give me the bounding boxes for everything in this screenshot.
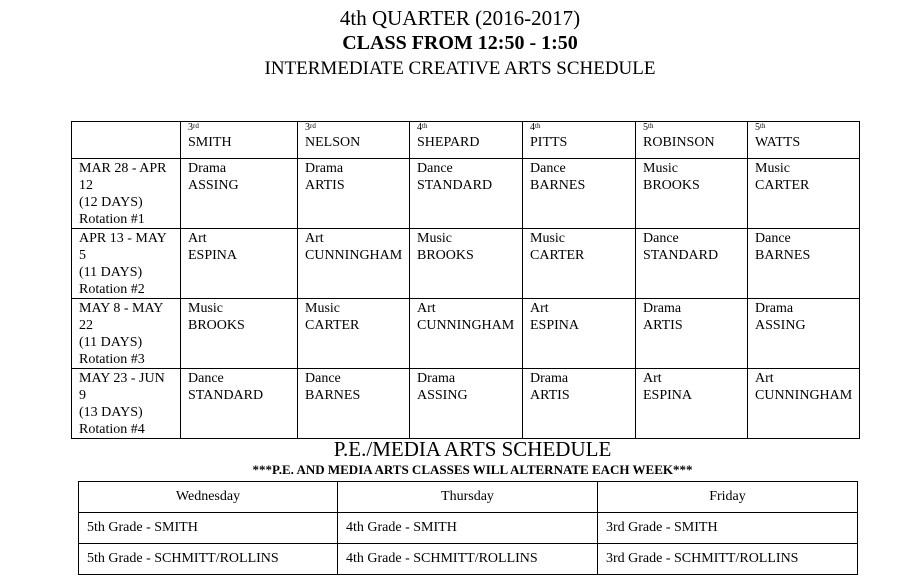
table-row [79,544,858,575]
schedule-cell: Music BROOKS [410,229,523,299]
day-header: Wednesday [79,482,338,513]
schedule-cell: Art ESPINA [636,369,748,439]
column-header: 3rd NELSON [298,122,410,159]
day-header: Thursday [338,482,598,513]
column-header: 4th SHEPARD [410,122,523,159]
pe-cell: 4th Grade - SMITH [338,513,598,544]
pe-header-row [79,482,858,513]
schedule-cell: Dance STANDARD [181,369,298,439]
schedule-cell: Drama ARTIS [298,159,410,229]
schedule-cell: Dance BARNES [748,229,860,299]
schedule-cell: Music CARTER [298,299,410,369]
column-header: 5th WATTS [748,122,860,159]
schedule-cell: Drama ARTIS [636,299,748,369]
schedule-cell: Art ESPINA [523,299,636,369]
schedule-cell: Art CUNNINGHAM [298,229,410,299]
table-row [72,229,860,299]
rotation-cell: MAY 8 - MAY 22 (11 DAYS) Rotation #3 [72,299,181,369]
schedule-cell: Dance STANDARD [636,229,748,299]
creative-arts-schedule-table [71,121,860,439]
schedule-cell: Music BROOKS [181,299,298,369]
schedule-cell: Music CARTER [523,229,636,299]
rotation-cell: APR 13 - MAY 5 (11 DAYS) Rotation #2 [72,229,181,299]
pe-schedule-note: ***P.E. AND MEDIA ARTS CLASSES WILL ALTERNATE EACH WEEK*** [252,462,693,477]
class-time-title: CLASS FROM 12:50 - 1:50 [342,32,578,54]
pe-cell: 4th Grade - SCHMITT/ROLLINS [338,544,598,575]
pe-cell: 5th Grade - SMITH [79,513,338,544]
table-row [79,513,858,544]
rotation-cell: MAY 23 - JUN 9 (13 DAYS) Rotation #4 [72,369,181,439]
column-header: 4th PITTS [523,122,636,159]
table-header-row [72,122,860,159]
rotation-cell: MAR 28 - APR 12 (12 DAYS) Rotation #1 [72,159,181,229]
schedule-cell: Music BROOKS [636,159,748,229]
day-header: Friday [598,482,858,513]
schedule-cell: Music CARTER [748,159,860,229]
table-row [72,159,860,229]
pe-cell: 5th Grade - SCHMITT/ROLLINS [79,544,338,575]
table-row [72,299,860,369]
pe-cell: 3rd Grade - SCHMITT/ROLLINS [598,544,858,575]
table-row [72,369,860,439]
schedule-title: INTERMEDIATE CREATIVE ARTS SCHEDULE [264,58,656,79]
schedule-cell: Drama ASSING [748,299,860,369]
schedule-cell: Dance BARNES [523,159,636,229]
schedule-cell: Art CUNNINGHAM [410,299,523,369]
column-header: 3rd SMITH [181,122,298,159]
schedule-cell: Dance STANDARD [410,159,523,229]
schedule-cell: Art CUNNINGHAM [748,369,860,439]
pe-media-schedule-table [78,481,858,575]
pe-schedule-title: P.E./MEDIA ARTS SCHEDULE [333,437,612,461]
schedule-cell: Drama ASSING [181,159,298,229]
quarter-title: 4th QUARTER (2016-2017) [339,6,581,30]
schedule-cell: Drama ASSING [410,369,523,439]
pe-cell: 3rd Grade - SMITH [598,513,858,544]
column-header: 5th ROBINSON [636,122,748,159]
schedule-cell: Dance BARNES [298,369,410,439]
corner-cell [72,122,181,159]
schedule-cell: Art ESPINA [181,229,298,299]
schedule-cell: Drama ARTIS [523,369,636,439]
